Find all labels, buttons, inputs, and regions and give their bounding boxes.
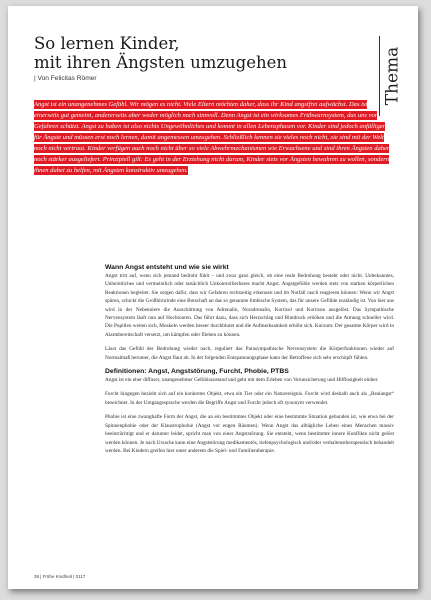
magazine-page	[8, 6, 418, 589]
section-heading-when-fear-arises: Wann Angst entsteht und wie sie wirkt	[105, 264, 229, 271]
article-title-line-2: mit ihren Ängsten umzugehen	[34, 53, 288, 72]
body-paragraph: Lässt das Gefühl der Bedrohung wieder nach, reguliert das Parasympathische Nervensystem die Körperfunktionen wieder auf Normalmaß herunter, die Angst flaut ab. In der folgenden Entspannungsphase kann der Betroffene sich sehr erschöpft fühlen.	[105, 346, 394, 361]
intro-text: Angst ist ein unangenehmes Gefühl. Wir mögen es nicht. Viele Eltern möchten daher, dass ihr Kind angstfrei aufwächst. Das ist einerseits gut gemeint, andererseits aber weder möglich noch sinnvoll. Denn Angst ist ein wirksames Frühwarnsystem, das uns vor Gefahren schützt. Angst zu haben ist also nichts Ungewöhnliches und kommt in allen Lebensphasen vor. Kinder sind jedoch anfälliger für Ängste und müssen erst noch lernen, damit angemessen umzugehen. Schließlich kennen sie vieles noch nicht, sie sind mit der Welt noch nicht vertraut. Kinder verfügen auch noch nicht über so viele Abwehrmechanismen wie Erwachsene und sind ihren Ängsten daher noch stärker ausgeliefert. Prinzipiell gilt: Es geht in der Erziehung nicht darum, Kinder stets vor Ängsten bewahren zu wollen, sondern ihnen dabei zu helfen, mit Ängsten konstruktiv umzugehen.	[34, 101, 390, 174]
article-body	[105, 264, 394, 461]
body-paragraph: Phobie ist eine zwanghafte Form der Angst, die an ein bestimmtes Objekt oder eine bestimmte Situation gebunden ist, wie etwa bei der Spinnenphobie oder der Klaustrophobie (Angst vor engen Räumen). Wenn Angst das alltägliche Leben eines Menschen massiv beeinträchtigt und er darunter leidet, spricht man von einer Angststörung. Sie entsteht, wenn bestimmte innere Konflikte nicht gelöst werden können. Je nach Ursache kann eine Angststörung medikamentös, tiefenpsychologisch und/oder verhaltenstherapeutisch behandelt werden. Bei Kindern greifen hier unter anderem die Spiel- und Familientherapie.	[105, 414, 394, 454]
body-paragraph: Angst tritt auf, wenn sich jemand bedroht fühlt – und zwar ganz gleich, ob eine reale Bedrohung besteht oder nicht. Unbekanntes, Unheimliches und vermeintlich oder tatsächlich Unkontrollierbares macht Angst. Angstgefühle werden stets von starken körperlichen Reaktionen begleitet. Sie sorgen dafür, dass wir Gefahren rechtzeitig erkennen und im Notfall rasch reagieren können: Wenn wir Angst spüren, schickt die Großhirnrinde eine Botschaft an das so genannte limbische System, das für unsere Gefühle zuständig ist. Von hier aus wird in der Nebenniere die Ausschüttung von Adrenalin, Noradrenalin, Kortisol und Kortison ausgelöst. Das Sympathische Nervensystem läuft nun auf Hochtouren. Das führt dazu, dass sich Herzschlag und Blutdruck erhöhen und die Atmung schneller wird. Die Pupillen weiten sich, Muskeln werden besser durchblutet und die Aufmerksamkeit erhöht sich. Kurzum: Der gesamte Körper wird in Alarmbereitschaft versetzt, um kämpfen oder fliehen zu können.	[105, 273, 394, 338]
section-tag-label: Thema	[382, 46, 403, 106]
article-title-line-1: So lernen Kinder,	[34, 34, 180, 53]
body-paragraph: Angst ist ein eher diffuser, unangenehmer Gefühlszustand und geht mit dem Erleben von Verunsicherung und Hilflosigkeit einher.	[105, 377, 379, 384]
article-title	[34, 34, 364, 72]
body-paragraph: Furcht hingegen bezieht sich auf ein konkretes Objekt, etwa ein Tier oder ein Naturereignis. Furcht wird deshalb auch als „Realangst“ bezeichnet. In der Umgangssprache werden die Begriffe Angst und Furcht jedoch oft synonym verwendet.	[105, 391, 394, 406]
intro-paragraph	[34, 99, 392, 176]
page-footer: 38 | Frühe Kindheit | 0117	[34, 574, 86, 579]
section-heading-definitions: Definitionen: Angst, Angststörung, Furcht, Phobie, PTBS	[105, 368, 289, 376]
author-byline: | Von Felicitas Römer	[34, 75, 97, 82]
